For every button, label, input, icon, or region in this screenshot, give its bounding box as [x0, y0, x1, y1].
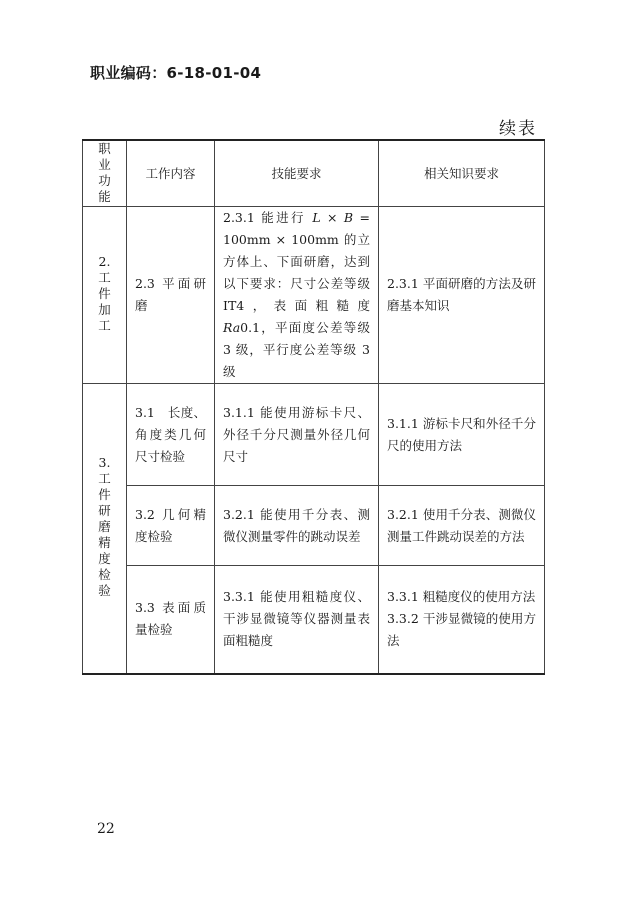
- work-cell: 3.2 几何精度检验: [127, 486, 215, 566]
- work-cell: 3.3 表面质量检验: [127, 566, 215, 674]
- function-cell: 3. 工件研磨精度检验: [83, 384, 127, 674]
- occupation-code: 职业编码：6-18-01-04: [90, 64, 262, 82]
- header-function: 职业功能: [83, 140, 127, 207]
- header-skill: 技能要求: [215, 140, 379, 207]
- table-row: [83, 566, 545, 674]
- knowledge-cell: [379, 566, 545, 674]
- function-cell: 2. 工件加工: [83, 207, 127, 384]
- skill-cell: 3.3.1 能使用粗糙度仪、干涉显微镜等仪器测量表面粗糙度: [215, 566, 379, 674]
- header-work: 工作内容: [127, 140, 215, 207]
- skill-cell: 3.2.1 能使用千分表、测微仪测量零件的跳动误差: [215, 486, 379, 566]
- knowledge-cell: 3.1.1 游标卡尺和外径千分尺的使用方法: [379, 384, 545, 486]
- table-row: [83, 384, 545, 486]
- knowledge-cell: 2.3.1 平面研磨的方法及研磨基本知识: [379, 207, 545, 384]
- header-knowledge: 相关知识要求: [379, 140, 545, 207]
- work-cell: 2.3 平面研磨: [127, 207, 215, 384]
- knowledge-cell: 3.2.1 使用千分表、测微仪测量工件跳动误差的方法: [379, 486, 545, 566]
- knowledge-line: 3.3.2 干涉显微镜的使用方法: [387, 611, 536, 649]
- table-header-row: [83, 140, 545, 207]
- table-row: [83, 207, 545, 384]
- work-cell: 3.1 长度、角度类几何尺寸检验: [127, 384, 215, 486]
- continued-table-label: 续表: [499, 119, 537, 139]
- skill-cell: 3.1.1 能使用游标卡尺、外径千分尺测量外径几何尺寸: [215, 384, 379, 486]
- page-number: 22: [97, 821, 115, 837]
- skills-table: [82, 139, 545, 675]
- skill-cell: 2.3.1 能进行 L × B = 100mm × 100mm 的立方体上、下面研磨，达到以下要求：尺寸公差等级 IT4，表面粗糙度 Ra0.1，平面度公差等级 3 级，平行度公差等级 3 级: [215, 207, 379, 384]
- knowledge-line: 3.3.1 粗糙度仪的使用方法: [387, 589, 536, 605]
- table-row: [83, 486, 545, 566]
